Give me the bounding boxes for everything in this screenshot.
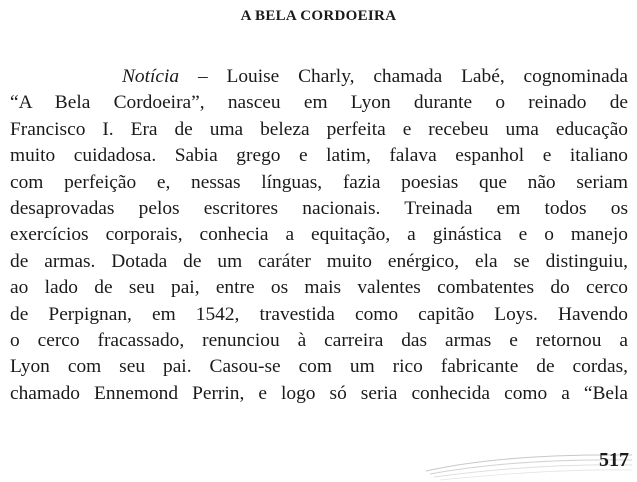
text-line: Lyon com seu pai. Casou-se com um rico fabricante de cordas, [10, 356, 628, 378]
page-number: 517 [599, 449, 629, 471]
body-paragraph [10, 64, 628, 407]
text-line: muito cuidadosa. Sabia grego e latim, falava espanhol e italiano [10, 145, 628, 167]
text-line: Francisco I. Era de uma beleza perfeita e recebeu uma educação [10, 118, 628, 140]
text-line: desaprovadas pelos escritores nacionais. Treinada em todos os [10, 197, 628, 219]
text-line: o cerco fracassado, renunciou à carreira das armas e retornou a [10, 329, 628, 351]
text-line [10, 64, 628, 90]
text-line: exercícios corporais, conhecia a equitação, a ginástica e o manejo [10, 224, 628, 246]
text-line-content: – Louise Charly, chamada Labé, cognominada [179, 66, 628, 87]
text-line: “A Bela Cordoeira”, nasceu em Lyon durante o reinado de [10, 92, 628, 114]
lead-word: Notícia [122, 66, 180, 87]
text-line: chamado Ennemond Perrin, e logo só seria conhecida como a “Bela [10, 382, 628, 404]
text-line: de Perpignan, em 1542, travestida como capitão Loys. Havendo [10, 303, 628, 325]
running-title: A BELA CORDOEIRA [240, 8, 397, 24]
text-line: ao lado de seu pai, entre os mais valentes combatentes do cerco [10, 277, 628, 299]
text-line: de armas. Dotada de um caráter muito enérgico, ela se distinguiu, [10, 250, 628, 272]
text-line: com perfeição e, nessas línguas, fazia poesias que não seriam [10, 171, 628, 193]
